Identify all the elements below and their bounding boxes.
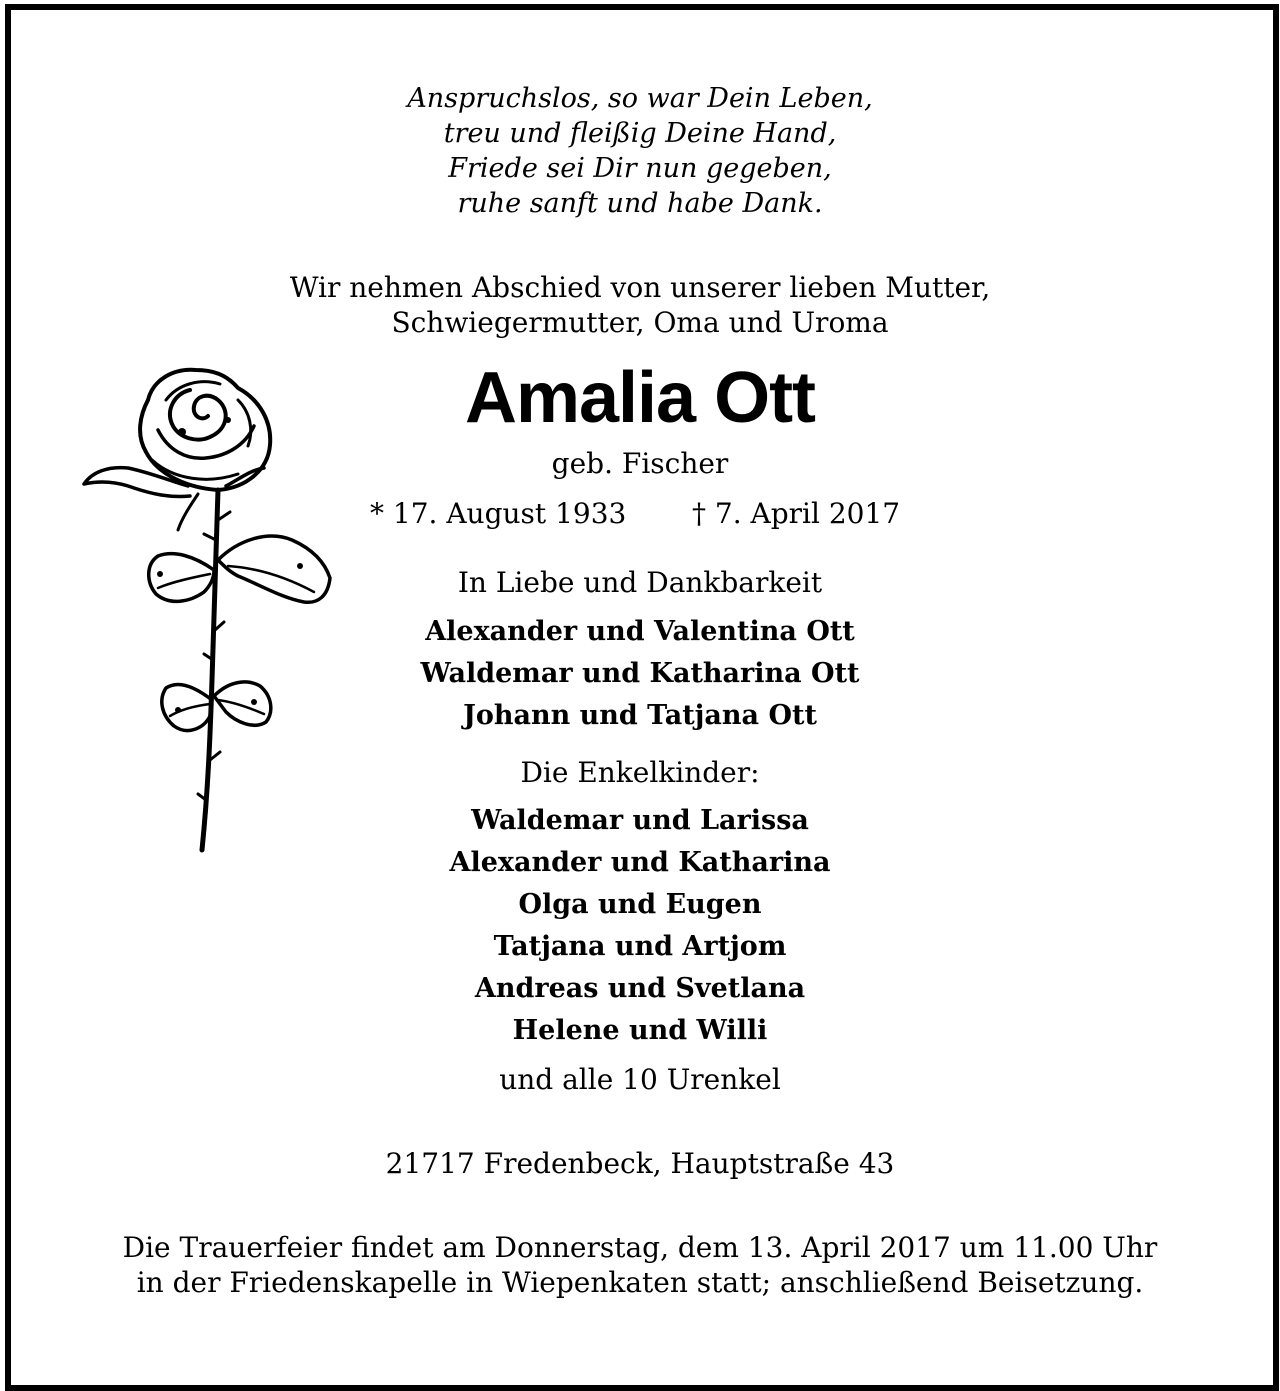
list-item: Waldemar und Katharina Ott — [420, 658, 860, 689]
deceased-name: Amalia Ott — [464, 358, 816, 438]
death-date: † 7. April 2017 — [692, 497, 901, 530]
closing-phrase: In Liebe und Dankbarkeit — [457, 566, 823, 599]
intro-line: Wir nehmen Abschied von unserer lieben Mutter, — [289, 271, 991, 304]
service-line: Die Trauerfeier findet am Donnerstag, dem 13. April 2017 um 11.00 Uhr — [122, 1231, 1158, 1264]
list-item: Helene und Willi — [512, 1015, 768, 1046]
address: 21717 Fredenbeck, Hauptstraße 43 — [385, 1147, 895, 1180]
list-item: Tatjana und Artjom — [493, 931, 787, 962]
poem-line: Friede sei Dir nun gegeben, — [448, 153, 832, 184]
great-grandchildren: und alle 10 Urenkel — [499, 1063, 781, 1096]
grandchildren-label: Die Enkelkinder: — [520, 756, 760, 789]
poem-line: treu und fleißig Deine Hand, — [443, 118, 837, 149]
intro-line: Schwiegermutter, Oma und Uroma — [391, 306, 889, 339]
list-item: Johann und Tatjana Ott — [463, 700, 817, 731]
list-item: Andreas und Svetlana — [474, 973, 806, 1004]
list-item: Alexander und Valentina Ott — [425, 616, 855, 647]
service-line: in der Friedenskapelle in Wiepenkaten statt; anschließend Beisetzung. — [136, 1266, 1144, 1299]
list-item: Olga und Eugen — [518, 889, 762, 920]
birth-date: * 17. August 1933 — [370, 497, 627, 530]
poem-line: Anspruchslos, so war Dein Leben, — [407, 83, 873, 114]
maiden-name: geb. Fischer — [551, 447, 729, 480]
poem-line: ruhe sanft und habe Dank. — [457, 188, 823, 219]
list-item: Waldemar und Larissa — [471, 805, 809, 836]
list-item: Alexander und Katharina — [449, 847, 831, 878]
